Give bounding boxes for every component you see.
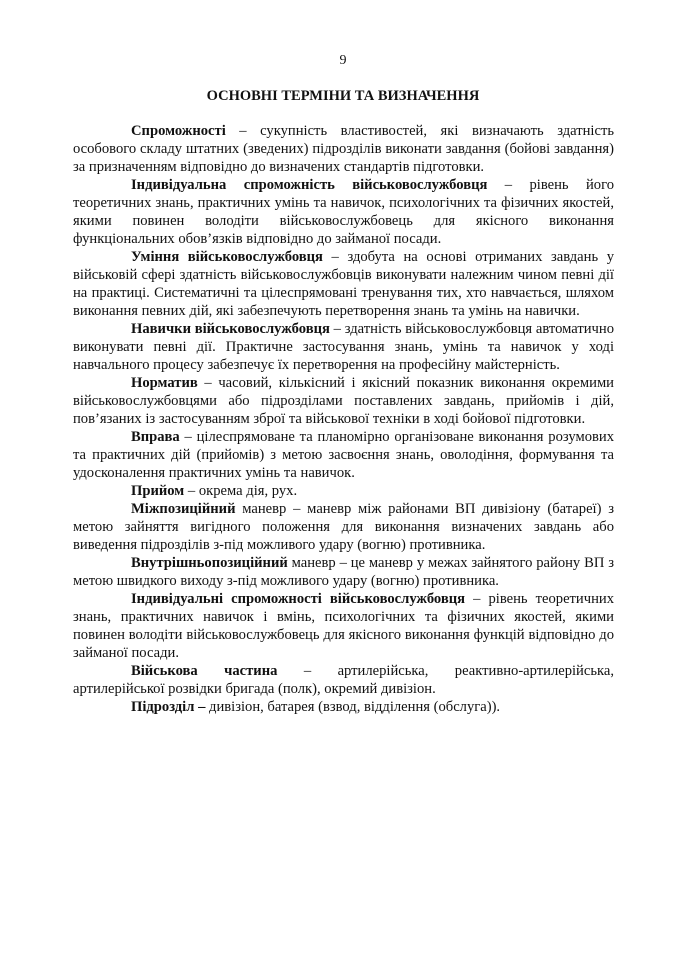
definition-term: Внутрішньопозиційний	[131, 555, 288, 571]
definition-text: – здобута на основі отриманих завдань у військовій сфері здатність військовослужбовців виконувати належним чином певні дії на практиці. Систематичні та цілеспрямовані тренування тих, хто навчається, шляхом виконання певних дій, які забезпечують перетворення знань та умінь на навички.	[73, 249, 614, 319]
definition-text: – рівень його теоретичних знань, практичних умінь та навичок, психологічних та фізичних якостей, якими повинен володіти військовослужбовець для якісного виконання функціональних обов’язків відповідно до займаної посади.	[73, 177, 614, 247]
definition-paragraph	[73, 698, 614, 716]
definition-text: – здатність військовослужбовця автоматично виконувати певні дії. Практичне застосування знань, умінь та навичок у ході навчального процесу забезпечує їх перетворення на професійну майстерність.	[73, 321, 614, 373]
definition-text: – рівень теоретичних знань, практичних навичок і вмінь, психологічних та фізичних якостей, якими повинен володіти військовослужбовець для якісного виконання функцій відповідно до займаної посади.	[73, 591, 615, 661]
definition-text: – артилерійська, реактивно-артилерійська, артилерійської розвідки бригада (полк), окремий дивізіон.	[73, 663, 614, 697]
definition-paragraph	[73, 176, 614, 248]
definition-term: Міжпозиційний	[131, 501, 236, 517]
definition-term: Вправа	[131, 429, 180, 445]
definition-paragraph	[73, 320, 614, 374]
definition-paragraph	[73, 662, 614, 698]
page-number: 9	[339, 53, 347, 68]
definition-paragraph	[73, 248, 614, 320]
definition-term: Уміння військовослужбовця	[131, 249, 323, 265]
definition-paragraph	[73, 500, 614, 554]
definition-term: Прийом	[131, 483, 185, 499]
definition-term: Навички військовослужбовця	[131, 321, 330, 337]
definition-text: дивізіон, батарея (взвод, відділення (обслуга)).	[205, 699, 501, 715]
definition-term: Індивідуальні спроможності військовослужбовця	[131, 591, 466, 607]
definition-text: – сукупність властивостей, які визначають здатність особового складу штатних (зведених) підрозділів виконати завдання (бойові завдання) за призначенням відповідно до визначених стандартів підготовки.	[73, 123, 614, 175]
definition-term: Військова частина	[131, 663, 278, 679]
definition-text: – часовий, кількісний і якісний показник виконання окремими військовослужбовцями або підрозділами поставлених завдань, прийомів і дій, пов’язаних із застосуванням зброї та військової техніки в ході бойової підготовки.	[73, 375, 614, 427]
definition-paragraph	[73, 428, 614, 482]
definition-term: Підрозділ –	[131, 699, 206, 715]
definition-text: – окрема дія, рух.	[184, 483, 298, 499]
page-title: ОСНОВНІ ТЕРМІНИ ТА ВИЗНАЧЕННЯ	[206, 88, 480, 104]
definition-term: Норматив	[131, 375, 198, 391]
definition-text: маневр – маневр між районами ВП дивізіону (батареї) з метою зайняття вигідного положення для виконання визначених завдань або виведення підрозділів з-під можливого удару (вогню) противника.	[73, 501, 614, 553]
definition-text: маневр – це маневр у межах зайнятого району ВП з метою швидкого виходу з-під можливого удару (вогню) противника.	[73, 555, 614, 589]
definition-paragraph	[73, 122, 614, 176]
definition-paragraph	[73, 482, 614, 500]
definition-text: – цілеспрямоване та планомірно організоване виконання розумових та практичних дій (прийомів) з метою засвоєння знань, оволодіння, формування та удосконалення практичних умінь та навичок.	[73, 429, 614, 481]
definition-term: Спроможності	[131, 123, 226, 139]
definition-paragraph	[73, 374, 614, 428]
definitions-list	[73, 122, 614, 716]
definition-term: Індивідуальна спроможність військовослужбовця	[131, 177, 488, 193]
definition-paragraph	[73, 554, 614, 590]
definition-paragraph	[73, 590, 614, 662]
